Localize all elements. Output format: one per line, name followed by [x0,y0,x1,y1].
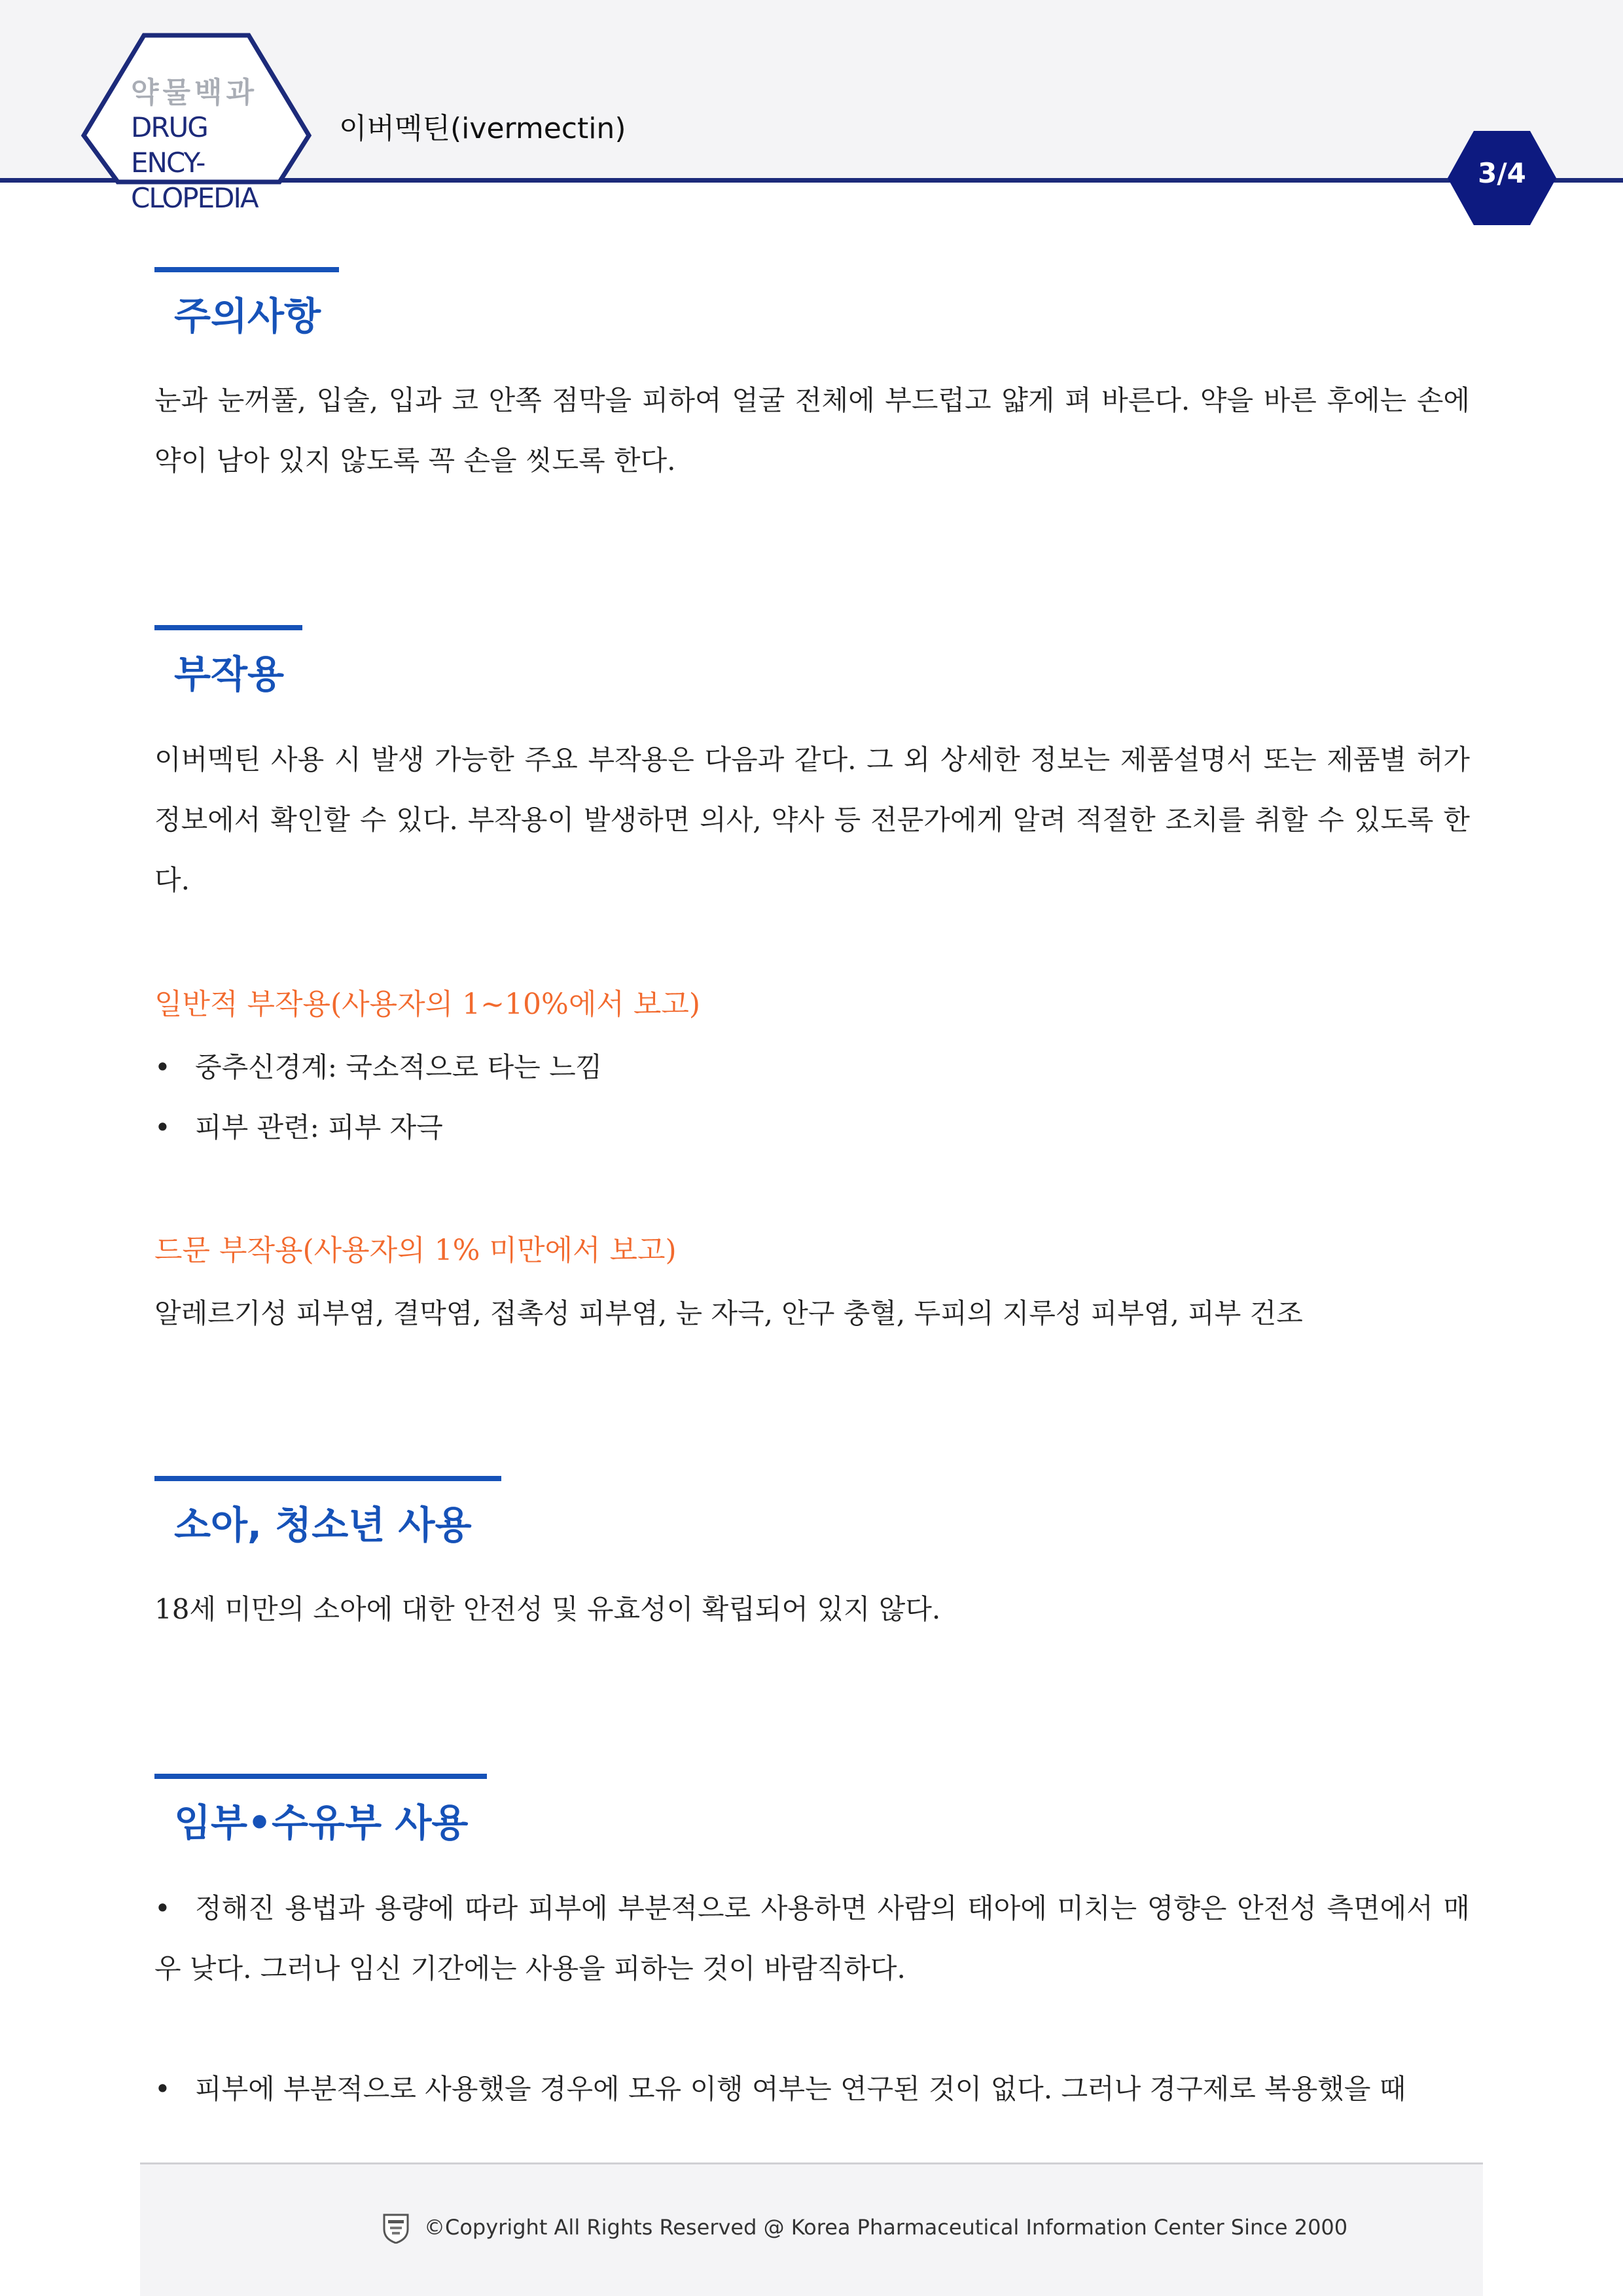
common-item-text: 피부 관련: 피부 자극 [195,1111,443,1143]
section-rule-precautions [154,267,339,272]
common-side-effects-heading: 일반적 부작용(사용자의 1~10%에서 보고) [154,988,701,1021]
kpic-shield-icon [382,2212,410,2244]
section-title-pediatric: 소아, 청소년 사용 [174,1503,472,1547]
pregnancy-item-2 [154,2059,1470,2119]
section-title-pregnancy: 임부•수유부 사용 [174,1801,469,1845]
bullet-dot: • [154,1892,171,1924]
section-rule-pregnancy [154,1774,487,1779]
bullet-dot: • [154,2073,171,2105]
drug-title: 이버멕틴(ivermectin) [339,112,626,145]
bullet-dot: • [154,1051,171,1083]
section-title-precautions: 주의사항 [174,294,321,338]
rare-side-effects-heading: 드문 부작용(사용자의 1% 미만에서 보고) [154,1234,677,1267]
pediatric-text: 18세 미만의 소아에 대한 안전성 및 유효성이 확립되어 있지 않다. [154,1593,941,1625]
logo-korean-text: 약물백과 [131,76,259,109]
rare-side-effects-text: 알레르기성 피부염, 결막염, 접촉성 피부염, 눈 자극, 안구 충혈, 두피의 지루성 피부염, 피부 건조 [154,1297,1303,1329]
pregnancy-item-2-text: 피부에 부분적으로 사용했을 경우에 모유 이행 여부는 연구된 것이 없다. 그러나 경구제로 복용했을 때 [195,2073,1406,2105]
logo-en-line2: CLOPEDIA [131,182,258,214]
section-rule-pediatric [154,1476,501,1481]
common-side-effect-item [154,1046,602,1085]
common-side-effect-item [154,1106,443,1145]
common-item-text: 중추신경계: 국소적으로 타는 느낌 [195,1051,603,1083]
precautions-text: 눈과 눈꺼풀, 입술, 입과 코 안쪽 점막을 피하여 얼굴 전체에 부드럽고 얇게 펴 바른다. 약을 바른 후에는 손에 약이 남아 있지 않도록 꼭 손을 씻도록 한다. [154,384,1470,476]
pregnancy-item-1 [154,1878,1470,1999]
page-indicator: 3/4 [1478,157,1526,189]
footer-copyright: ©Copyright All Rights Reserved @ Korea Pharmaceutical Information Center Since 2000 [424,2215,1348,2240]
logo-english-text [131,110,288,216]
bullet-dot: • [154,1111,171,1143]
section-rule-side-effects [154,625,302,630]
logo-en-line1: DRUG ENCY- [131,111,207,179]
pregnancy-item-1-text: 정해진 용법과 용량에 따라 피부에 부분적으로 사용하면 사람의 태아에 미치는 영향은 안전성 측면에서 매우 낮다. 그러나 임신 기간에는 사용을 피하는 것이 바람직하다. [154,1892,1470,1984]
side-effects-text: 이버멕틴 사용 시 발생 가능한 주요 부작용은 다음과 같다. 그 외 상세한 정보는 제품설명서 또는 제품별 허가정보에서 확인할 수 있다. 부작용이 발생하면 의사, 약사 등 전문가에게 알려 적절한 조치를 취할 수 있도록 한다. [154,744,1470,896]
section-title-side-effects: 부작용 [174,652,285,696]
